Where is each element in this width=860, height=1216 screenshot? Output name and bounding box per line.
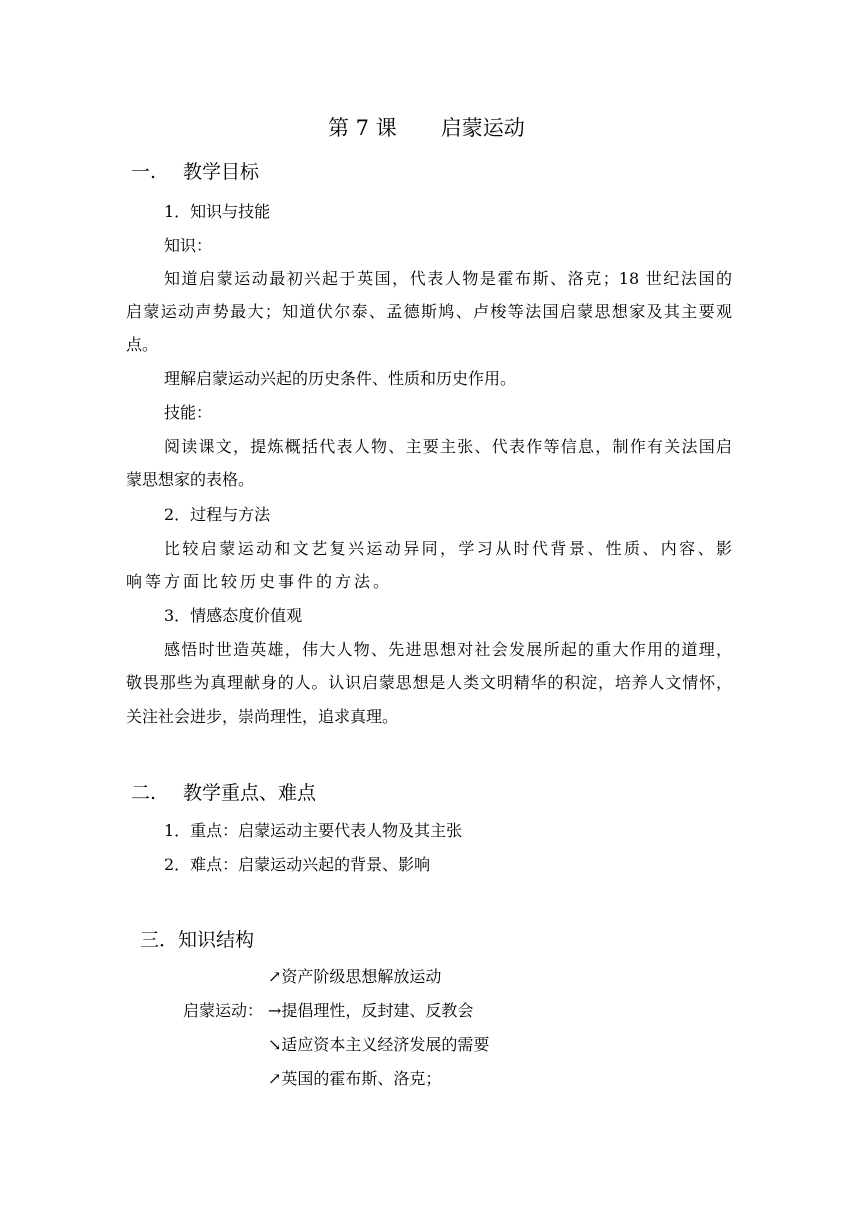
section-number: 二. bbox=[131, 782, 157, 804]
paragraph-line: 知道启蒙运动最初兴起于英国，代表人物是霍布斯、洛克；18 世纪法国的 bbox=[164, 269, 732, 288]
paragraph-line: 蒙思想家的表格。 bbox=[126, 470, 255, 489]
section-title: 教学目标 bbox=[183, 161, 260, 183]
paragraph-line: 感悟时世造英雄，伟大人物、先进思想对社会发展所起的重大作用的道理， bbox=[164, 640, 732, 659]
structure-line: ↗资产阶级思想解放运动 bbox=[268, 967, 442, 986]
structure-line: ↘适应资本主义经济发展的需要 bbox=[268, 1035, 490, 1054]
subheading-knowledge-skills: 1．知识与技能 bbox=[164, 202, 271, 221]
structure-label: 启蒙运动： bbox=[183, 1001, 264, 1020]
paragraph-line: 点。 bbox=[126, 335, 159, 354]
paragraph-line: 比较启蒙运动和文艺复兴运动异同，学习从时代背景、性质、内容、影 bbox=[164, 539, 732, 558]
section-2-heading bbox=[131, 781, 316, 805]
section-number: 一. bbox=[131, 161, 157, 183]
section-3-heading: 三．知识结构 bbox=[140, 929, 255, 951]
section-title: 教学重点、难点 bbox=[183, 782, 317, 804]
structure-line: →提倡理性，反封建、反教会 bbox=[268, 1001, 474, 1020]
page-title bbox=[328, 115, 525, 141]
lesson-number: 第 7 课 bbox=[328, 116, 397, 140]
label-skills: 技能： bbox=[164, 403, 213, 422]
paragraph-line: 敬畏那些为真理献身的人。认识启蒙思想是人类文明精华的积淀，培养人文情怀， bbox=[126, 673, 732, 692]
paragraph-line: 关注社会进步，崇尚理性，追求真理。 bbox=[126, 707, 399, 726]
key-point-item: 1．重点：启蒙运动主要代表人物及其主张 bbox=[164, 821, 463, 840]
structure-line: ↗英国的霍布斯、洛克； bbox=[268, 1069, 442, 1088]
subheading-process-method: 2．过程与方法 bbox=[164, 505, 271, 524]
section-1-heading bbox=[131, 160, 259, 184]
lesson-name: 启蒙运动 bbox=[440, 116, 525, 140]
paragraph-line: 理解启蒙运动兴起的历史条件、性质和历史作用。 bbox=[164, 369, 517, 388]
paragraph-line: 启蒙运动声势最大；知道伏尔泰、孟德斯鸠、卢梭等法国启蒙思想家及其主要观 bbox=[126, 302, 732, 321]
label-knowledge: 知识： bbox=[164, 236, 213, 255]
difficult-point-item: 2．难点：启蒙运动兴起的背景、影响 bbox=[164, 855, 431, 874]
subheading-emotion-values: 3．情感态度价值观 bbox=[164, 606, 303, 625]
paragraph-line: 阅读课文，提炼概括代表人物、主要主张、代表作等信息，制作有关法国启 bbox=[164, 437, 732, 456]
paragraph-line: 响等方面比较历史事件的方法。 bbox=[126, 572, 393, 591]
